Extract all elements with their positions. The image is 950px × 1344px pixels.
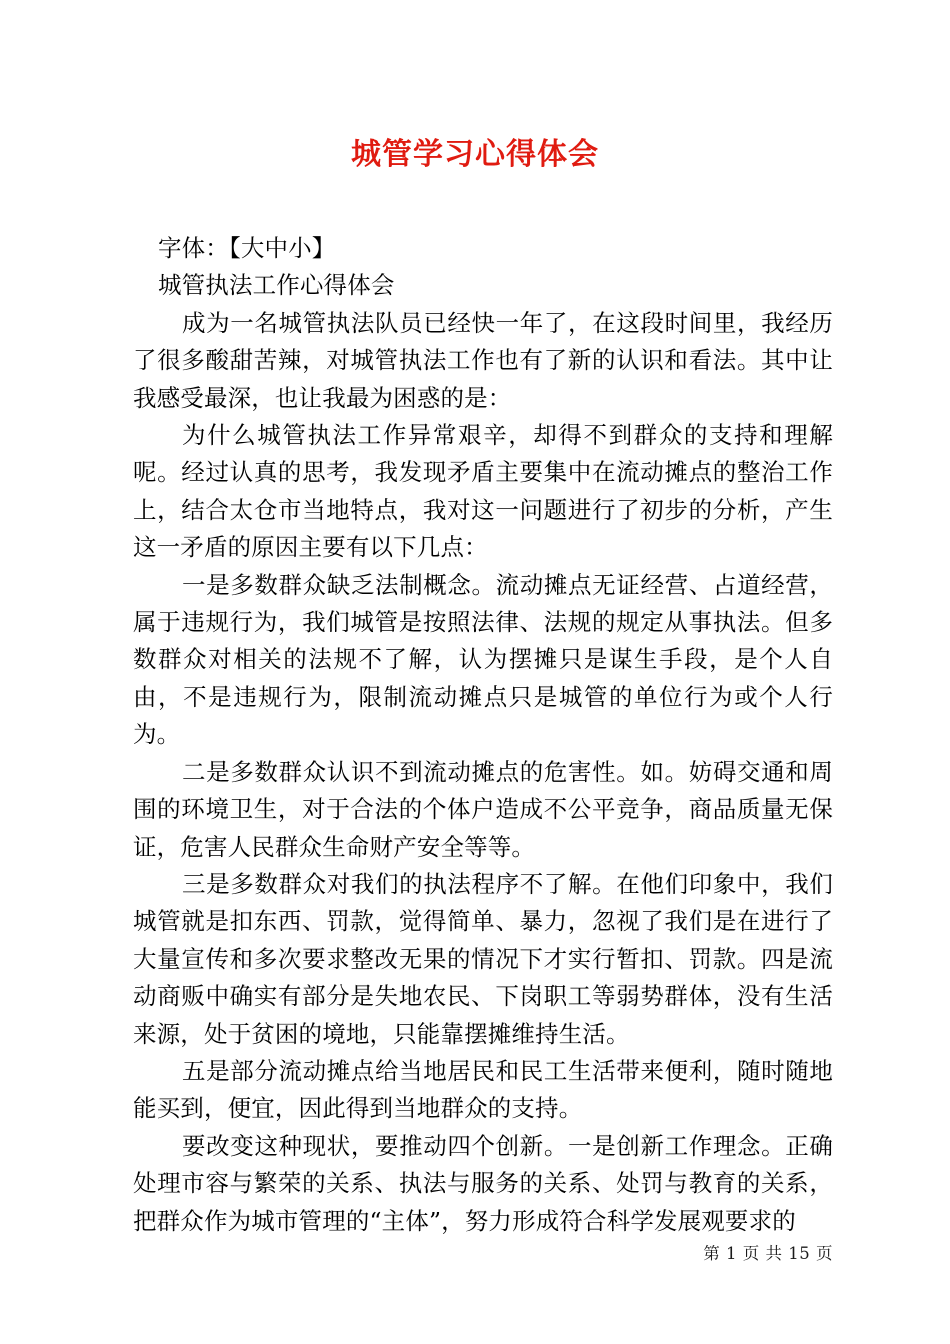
page-number-footer: 第 1 页 共 15 页 [703,1244,833,1263]
document-subtitle: 城管执法工作心得体会 [158,271,395,300]
font-size-control-line[interactable]: 字体：【大中小】 [158,234,336,262]
body-paragraph-3: 一是多数群众缺乏法制概念。流动摊点无证经营、占道经营，属于违规行为，我们城管是按照法律、法规的规定从事执法。但多数群众对相关的法规不了解，认为摆摊只是谋生手段，是个人自由，不是违规行为，限制流动摊点只是城管的单位行为或个人行为。 [133,570,833,749]
body-paragraph-4: 二是多数群众认识不到流动摊点的危害性。如。妨碍交通和周围的环境卫生，对于合法的个体户造成不公平竞争，商品质量无保证，危害人民群众生命财产安全等等。 [133,757,833,861]
document-body [133,230,833,1240]
body-paragraph-1: 成为一名城管执法队员已经快一年了，在这段时间里，我经历了很多酸甜苦辣，对城管执法工作也有了新的认识和看法。其中让我感受最深，也让我最为困惑的是： [133,308,833,412]
body-paragraph-6: 五是部分流动摊点给当地居民和民工生活带来便利，随时随地能买到，便宜，因此得到当地群众的支持。 [133,1056,833,1123]
page-title: 城管学习心得体会 [351,137,599,172]
body-paragraph-2: 为什么城管执法工作异常艰辛，却得不到群众的支持和理解呢。经过认真的思考，我发现矛盾主要集中在流动摊点的整治工作上，结合太仓市当地特点，我对这一问题进行了初步的分析，产生这一矛盾的原因主要有以下几点： [133,421,833,562]
body-paragraph-5: 三是多数群众对我们的执法程序不了解。在他们印象中，我们城管就是扣东西、罚款，觉得简单、暴力，忽视了我们是在进行了大量宣传和多次要求整改无果的情况下才实行暂扣、罚款。四是流动商贩中确实有部分是失地农民、下岗职工等弱势群体，没有生活来源，处于贫困的境地，只能靠摆摊维持生活。 [133,869,833,1048]
body-paragraph-7: 要改变这种现状，要推动四个创新。一是创新工作理念。正确处理市容与繁荣的关系、执法与服务的关系、处罚与教育的关系，把群众作为城市管理的“主体”，努力形成符合科学发展观要求的 [133,1131,833,1235]
